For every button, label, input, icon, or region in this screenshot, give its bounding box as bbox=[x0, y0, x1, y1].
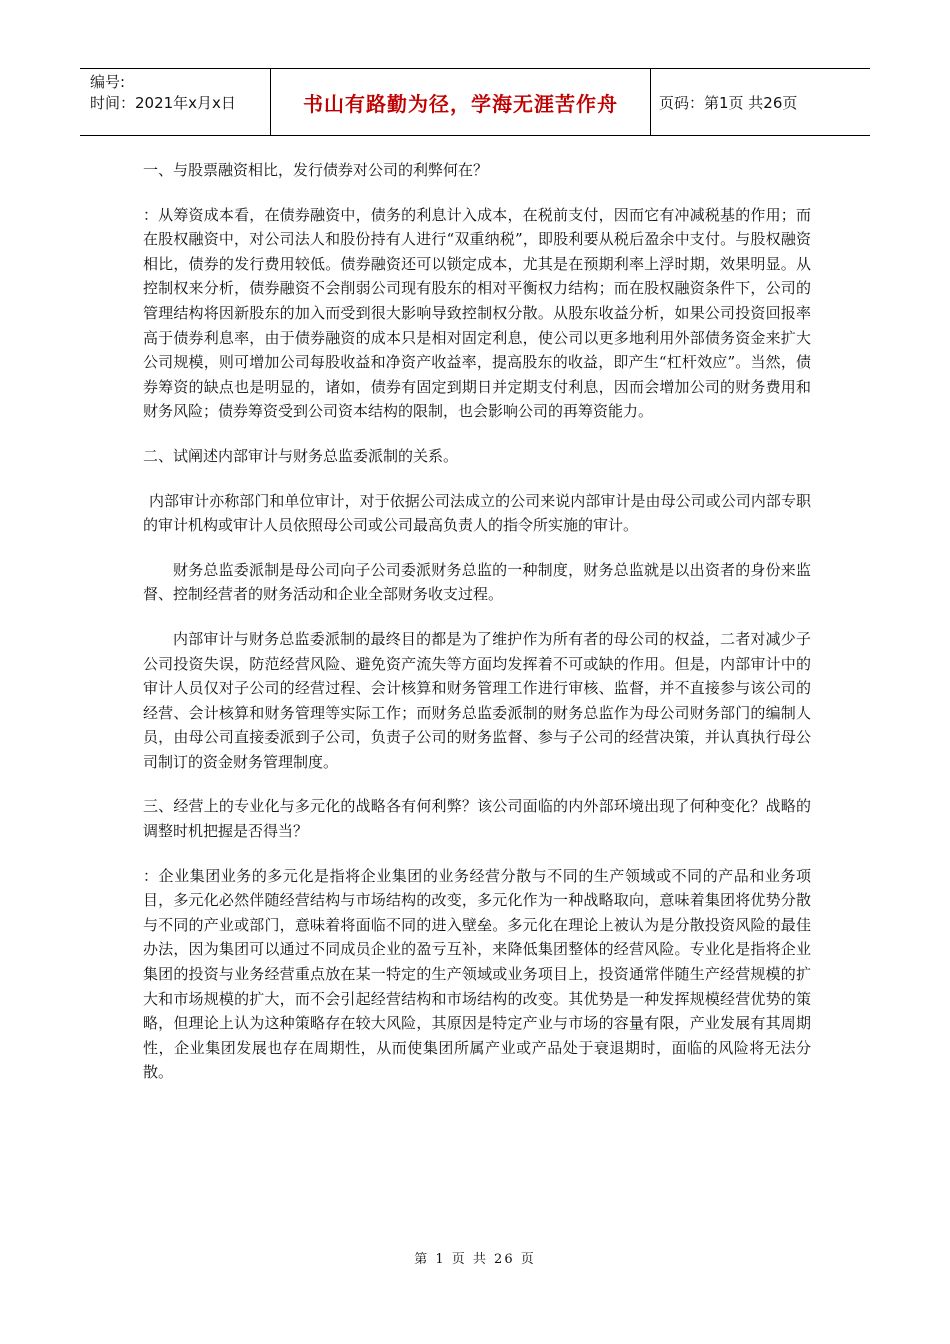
question-2-paragraph-1: 内部审计亦称部门和单位审计，对于依据公司法成立的公司来说内部审计是由母公司或公司内部专职的审计机构或审计人员依照母公司或公司最高负责人的指令所实施的审计。 bbox=[143, 491, 811, 535]
question-2-paragraph-3: 内部审计与财务总监委派制的最终目的都是为了维护作为所有者的母公司的权益，二者对减少子公司投资失误，防范经营风险、避免资产流失等方面均发挥着不可或缺的作用。但是，内部审计中的审计人员仅对子公司的经营过程、会计核算和财务管理工作进行审核、监督，并不直接参与该公司的经营、会计核算和财务管理等实际工作；而财务总监委派制的财务总监作为母公司财务部门的编制人员，由母公司直接委派到子公司，负责子公司的财务监督、参与子公司的经营决策，并认真执行母公司制订的资金财务管理制度。 bbox=[143, 629, 811, 771]
header-page-info: 页码：第1页 共26页 bbox=[659, 93, 798, 112]
document-body bbox=[143, 158, 811, 1105]
header-meta bbox=[80, 69, 271, 135]
question-1-heading: 一、与股票融资相比，发行债券对公司的利弊何在？ bbox=[143, 161, 489, 179]
page-footer: 第 1 页 共 26 页 bbox=[414, 1252, 536, 1267]
question-3-answer: ：企业集团业务的多元化是指将企业集团的业务经营分散与不同的生产领域或不同的产品和业务项目，多元化必然伴随经营结构与市场结构的改变，多元化作为一种战略取向，意味着集团将优势分散与不同的产业或部门，意味着将面临不同的进入壁垒。多元化在理论上被认为是分散投资风险的最佳办法，因为集团可以通过不同成员企业的盈亏互补，来降低集团整体的经营风险。专业化是指将企业集团的投资与业务经营重点放在某一特定的生产领域或业务项目上，投资通常伴随生产经营规模的扩大和市场规模的扩大，而不会引起经营结构和市场结构的改变。其优势是一种发挥规模经营优势的策略，但理论上认为这种策略存在较大风险，其原因是特定产业与市场的容量有限，产业发展有其周期性，企业集团发展也存在周期性，从而使集团所属产业或产品处于衰退期时，面临的风险将无法分散。 bbox=[143, 866, 811, 1082]
question-2-heading: 二、试阐述内部审计与财务总监委派制的关系。 bbox=[143, 446, 459, 465]
question-3-heading: 三、经营上的专业化与多元化的战略各有何利弊？该公司面临的内外部环境出现了何种变化？战略的调整时机把握是否得当？ bbox=[143, 797, 811, 841]
code-label: 编号: bbox=[90, 73, 126, 91]
question-1-answer: ：从筹资成本看，在债券融资中，债务的利息计入成本，在税前支付，因而它有冲减税基的作用；而在股权融资中，对公司法人和股份持有人进行“双重纳税”，即股利要从税后盈余中支付。与股权融资相比，债券的发行费用较低。债券融资还可以锁定成本，尤其是在预期利率上浮时期，效果明显。从控制权来分析，债券融资不会削弱公司现有股东的相对平衡权力结构；而在股权融资条件下，公司的管理结构将因新股东的加入而受到很大影响导致控制权分散。从股东收益分析，如果公司投资回报率高于债券利息率，由于债券融资的成本只是相对固定利息，使公司以更多地利用外部债务资金来扩大公司规模，则可增加公司每股收益和净资产收益率，提高股东的收益，即产生“杠杆效应”。当然，债券筹资的缺点也是明显的，诸如，债券有固定到期日并定期支付利息，因而会增加公司的财务费用和财务风险；债券筹资受到公司资本结构的限制，也会影响公司的再筹资能力。 bbox=[143, 205, 811, 421]
time-label: 时间：2021年x月x日 bbox=[90, 94, 236, 112]
header-motto: 书山有路勤为径，学海无涯苦作舟 bbox=[271, 69, 651, 135]
page-header bbox=[80, 68, 870, 136]
question-2-paragraph-2: 财务总监委派制是母公司向子公司委派财务总监的一种制度，财务总监就是以出资者的身份来监督、控制经营者的财务活动和企业全部财务收支过程。 bbox=[143, 560, 811, 604]
